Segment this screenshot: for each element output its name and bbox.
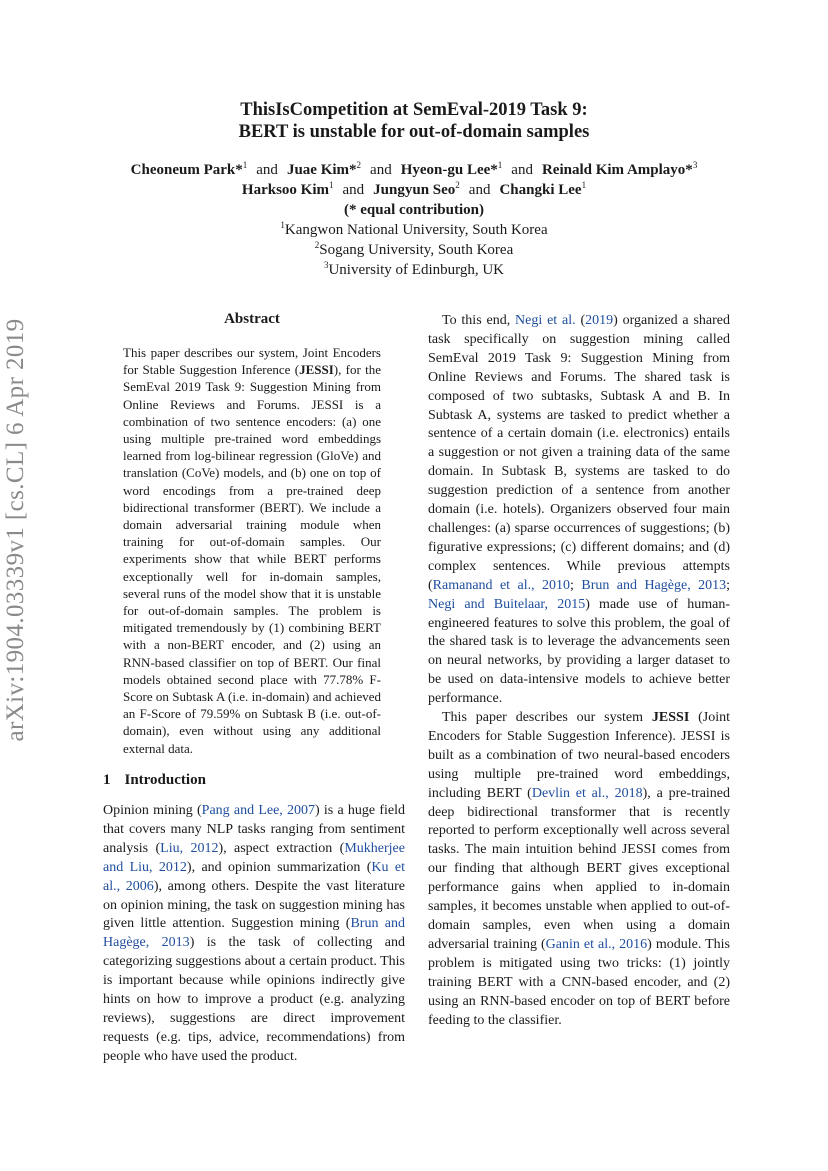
paragraph-text: ) is a huge field that covers many NLP tasks ranging from sentiment analysis ( — [103, 803, 405, 856]
citation-link[interactable]: Ganin et al., 2016 — [545, 936, 648, 952]
paragraph — [428, 312, 730, 709]
citation-link[interactable]: Negi et al. — [515, 313, 576, 328]
author-line-2 — [0, 180, 828, 200]
author-affil-mark: 2 — [356, 160, 362, 170]
affiliation-name: Kangwon National University, South Korea — [284, 222, 548, 238]
intro-column-right — [428, 312, 730, 1030]
affiliation — [0, 240, 828, 260]
paper-title-line-1: ThisIsCompetition at SemEval-2019 Task 9: — [240, 100, 588, 120]
author-name: Cheoneum Park* — [130, 162, 243, 178]
author-affil-mark: 3 — [692, 160, 698, 170]
affiliation — [0, 260, 828, 280]
author-affil-mark: 1 — [242, 160, 248, 170]
abstract-text: ), for the SemEval 2019 Task 9: Suggestion Mining from Online Reviews and Forums. JESSI is a combination of two sentence encoders: (a) one using multiple pre-trained word embeddings learned from log-bilinear regression (GloVe) and translation (CoVe) models, and (b) one on top of word encodings from a pre-trained deep bidirectional transformer (BERT). We include a domain adversarial training module when training for out-of-domain samples. Our experiments show that while BERT performs exceptionally well for in-domain samples, several runs of the model show that it is unstable for out-of-domain samples. The problem is mitigated tremendously by (1) combining BERT with a non-BERT encoder, and (2) using an RNN-based classifier on top of BERT. Our final models obtained second place with 77.78% F-Score on Subtask A (i.e. in-domain) and achieved an F-Score of 79.59% on Subtask B (i.e. out-of-domain), even without using any additional external data. — [123, 362, 381, 756]
intro-column-left — [103, 802, 405, 1067]
paragraph-text: (Joint Encoders for Stable Suggestion Inference). JESSI is built as a combination of two neural-based encoders using multiple pre-trained word embeddings, including BERT ( — [428, 710, 731, 801]
author-affil-mark: 1 — [581, 180, 587, 190]
paragraph-text: ), a pre-trained deep bidirectional transformer that is recently reported to perform exceptionally well across several tasks. The main intuition behind JESSI comes from our finding that although BERT gives exceptional performance gains when applied to in-domain samples, it becomes unstable when applied to out-of-domain samples, even when using a domain adversarial training ( — [428, 785, 731, 952]
affiliation-mark: 1 — [280, 220, 285, 230]
citation-link[interactable]: Ku et al., 2006 — [103, 859, 405, 894]
author-affil-mark: 1 — [329, 180, 334, 190]
abstract-text: This paper describes our system, Joint Encoders for Stable Suggestion Inference ( — [123, 345, 381, 378]
citation-link[interactable]: 2019 — [585, 313, 614, 328]
paragraph-text: ; — [570, 577, 582, 593]
author-conjunction: and — [511, 162, 533, 178]
author-conjunction: and — [342, 182, 365, 198]
paragraph — [103, 802, 405, 1067]
author-name: Changki Lee — [499, 182, 582, 198]
citation-link[interactable]: Pang and Lee, 2007 — [201, 803, 316, 818]
abstract-heading: Abstract — [224, 311, 280, 327]
author-affil-mark: 2 — [455, 180, 460, 190]
author-name: Jungyun Seo — [373, 182, 456, 198]
paragraph-text: This paper describes our system — [442, 710, 652, 726]
equal-contribution-note: (* equal contribution) — [343, 202, 484, 218]
arxiv-id: arXiv:1904.03339v1 [cs.CL] 6 Apr 2019 — [2, 318, 29, 742]
paragraph — [428, 709, 730, 1030]
citation-link[interactable]: Ramanand et al., 2010 — [432, 577, 571, 593]
citation-link[interactable]: Negi and Buitelaar, 2015 — [428, 596, 586, 612]
affiliation-mark: 3 — [323, 260, 329, 270]
citation-link[interactable]: Brun and Hagège, 2013 — [103, 916, 405, 951]
affiliation-name: University of Edinburgh, UK — [328, 262, 505, 278]
author-name: Hyeon-gu Lee* — [400, 162, 498, 178]
paragraph-text: ) is the task of collecting and categorizing suggestions about a certain product. This is important because while opinions indirectly give hints on how to improve a product (e.g. analyzing reviews), suggestions are direct improvement requests (e.g. tips, advice, recommendations) from people who have used the product. — [103, 935, 405, 1064]
affiliation-mark: 2 — [314, 240, 320, 250]
author-conjunction: and — [256, 162, 278, 178]
paragraph-text: Opinion mining ( — [103, 803, 202, 818]
paragraph-text: ), among others. Despite the vast literature on opinion mining, the task on suggestion mining has given little attention. Suggestion mining ( — [103, 878, 405, 932]
paragraph-text: To this end, — [442, 313, 516, 328]
paragraph-text: ) module. This problem is mitigated using two tricks: (1) jointly training BERT with a CNN-based encoder, and (2) using an RNN-based encoder on top of BERT before feeding to the classifier. — [428, 936, 731, 1028]
abstract-body — [123, 344, 381, 757]
affiliation — [0, 220, 828, 240]
paragraph-text: ), aspect extraction ( — [218, 840, 345, 856]
citation-link[interactable]: Brun and Hagège, 2013 — [581, 577, 727, 593]
paper-title-line-2: BERT is unstable for out-of-domain samples — [238, 122, 590, 142]
author-affil-mark: 1 — [497, 160, 503, 170]
author-conjunction: and — [370, 162, 392, 178]
affiliation-name: Sogang University, South Korea — [319, 242, 514, 258]
section-title: Introduction — [124, 772, 206, 788]
author-line-1 — [0, 160, 828, 180]
system-name: JESSI — [651, 710, 690, 726]
paragraph-text: ) organized a shared task specifically on suggestion mining called SemEval 2019 Task 9: Suggestion Mining from Online Reviews and Forums. The shared task is composed of two subtasks, Subtask A and B. In Subtask A, systems are tasked to predict whether a sentence of a certain domain (i.e. electronics) entails a suggestion or not given a training data of the same domain. In Subtask B, systems are tasked to do suggestion prediction of a sentence from another domain (i.e. hotels). Organizers observed four main challenges: (a) sparse occurrences of suggestions; (b) figurative expressions; (c) different domains; and (d) complex sentences. While previous attempts ( — [428, 313, 731, 593]
section-number: 1 — [103, 772, 111, 788]
section-heading — [103, 772, 206, 789]
author-name: Reinald Kim Amplayo* — [541, 162, 693, 178]
citation-link[interactable]: Mukherjee and Liu, 2012 — [103, 840, 405, 875]
paragraph-text: ) made use of human-engineered features to solve this problem, the goal of the shared task is to leverage the advancements seen on neural networks, by providing a larger dataset to be used on data-intensive models to achieve better performance. — [428, 596, 730, 707]
system-name: JESSI — [299, 362, 334, 378]
paragraph-text: ), and opinion summarization ( — [186, 859, 372, 875]
citation-link[interactable]: Liu, 2012 — [160, 840, 219, 856]
paragraph-text: ; — [726, 577, 731, 593]
author-name: Juae Kim* — [286, 162, 357, 178]
author-name: Harksoo Kim — [241, 182, 329, 198]
citation-link[interactable]: Devlin et al., 2018 — [531, 785, 643, 801]
paragraph-text: ( — [575, 313, 586, 328]
author-conjunction: and — [468, 182, 491, 198]
